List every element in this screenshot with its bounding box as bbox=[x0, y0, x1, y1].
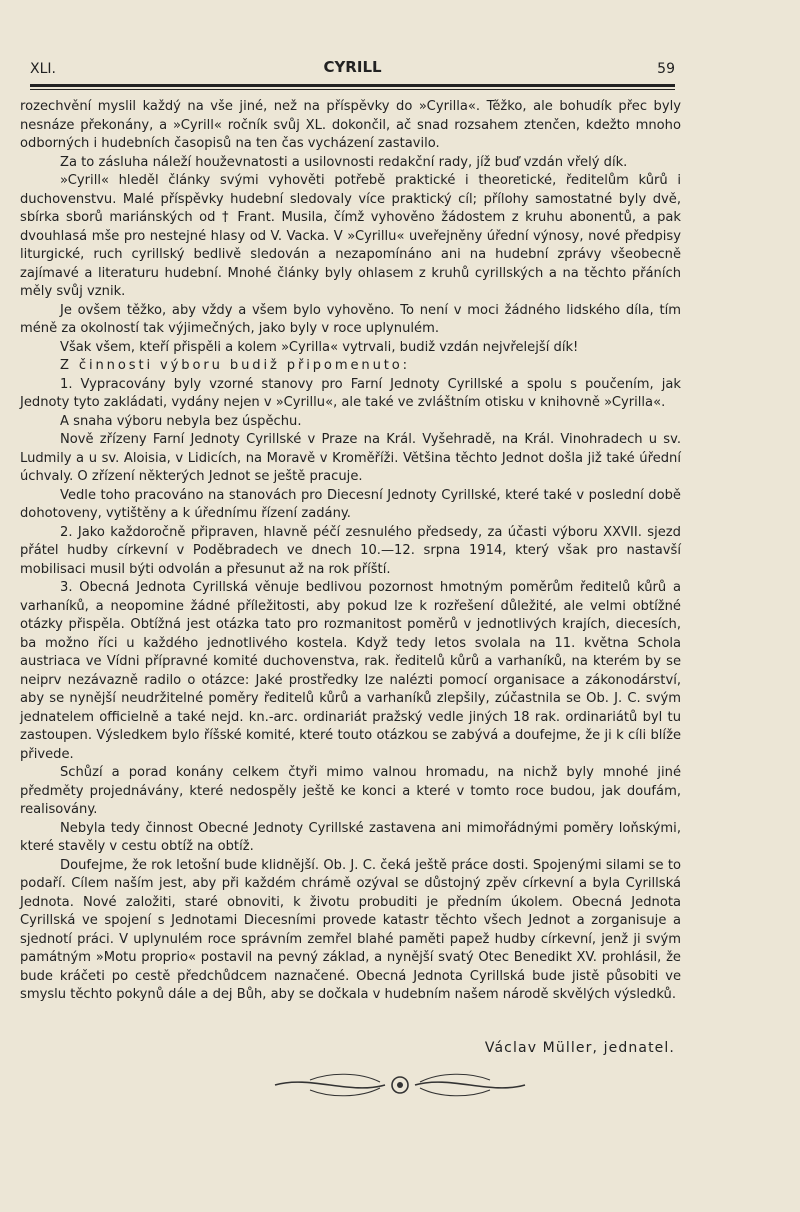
paragraph: Nebyla tedy činnost Obecné Jednoty Cyrillské zastavena ani mimořádnými poměry loňskými, které stavěly v cestu obtíž na obtíž. bbox=[20, 820, 681, 854]
paragraph: rozechvění myslil každý na vše jiné, než na příspěvky do »Cyrilla«. Těžko, ale bohudík přec byly nesnáze překonány, a »Cyrill« ročník svůj XL. dokončil, ač snad rozsahem ztenčen, kdežto mnoho odborných i hudebních časopisů na ten čas vycházení zastavilo. bbox=[20, 99, 681, 151]
signature: Václav Müller, jednatel. bbox=[484, 1040, 675, 1056]
paragraph: Nově zřízeny Farní Jednoty Cyrillské v Praze na Král. Vyšehradě, na Král. Vinohradech u sv. Ludmily a u sv. Aloisia, v Lidicích, na Moravě v Kroměříži. Většina těchto Jednot došla již také úřední úchvaly. O zřízení některých Jednot se ještě pracuje. bbox=[20, 432, 681, 484]
paragraph: Však všem, kteří přispěli a kolem »Cyrilla« vytrvali, budiž vzdán nejvřelejší dík! bbox=[60, 339, 579, 355]
article-body bbox=[20, 98, 681, 1005]
paragraph: 2. Jako každoročně připraven, hlavně péčí zesnulého předsedy, za účasti výboru XXVII. sjezd přátel hudby církevní v Poděbradech ve dnech 10.—12. srpna 1914, který však pro nastavší mobilisaci musil býti odvolán a přesunut až na rok příští. bbox=[20, 524, 681, 577]
paragraph: Za to zásluha náleží houževnatosti a usilovnosti redakční rady, jíž buď vzdán vřelý dík. bbox=[60, 154, 628, 170]
paragraph: Doufejme, že rok letošní bude klidnější. Ob. J. C. čeká ještě práce dosti. Spojenými silami se to podaří. Cílem naším jest, aby při každém chrámě ozýval se důstojný zpěv církevní a byla Cyrillská Jednota. Nové založiti, staré obnoviti, k životu probuditi je předním úkolem. Obecná Jednota Cyrillská ve spojení s Jednotami Diecesními provede katastr těchto všech Jednot a zorganisuje a sjednotí práci. V uplynulém roce správním zemřel blahé paměti papež hudby církevní, jenž ji svým památným »Motu proprio« postavil na pevný základ, a nynější svatý Otec Benedikt XV. prohlásil, že bude kráčeti po cestě předchůdcem naznačené. Obecná Jednota Cyrillská bude jistě působiti ve smyslu těchto pokynů dále a dej Bůh, aby se dočkala v hudebním našem národě skvělých výsledků. bbox=[20, 857, 681, 1002]
running-header bbox=[30, 58, 675, 80]
page-number: 59 bbox=[657, 61, 675, 77]
header-rule bbox=[30, 84, 675, 87]
paragraph: Vedle toho pracováno na stanovách pro Diecesní Jednoty Cyrillské, které také v poslední době dohotoveny, vytištěny a k úřednímu řízení zadány. bbox=[20, 487, 681, 521]
paragraph: A snaha výboru nebyla bez úspěchu. bbox=[60, 413, 302, 429]
paragraph: 3. Obecná Jednota Cyrillská věnuje bedlivou pozornost hmotným poměrům ředitelů kůrů a varhaníků, a neopomine žádné příležitosti, aby pokud lze k rozřešení důležité, ale velmi obtížné otázky přispěla. Obtížná jest otázka tato pro rozmanitost poměrů v jednotlivých krajích, diecesích, ba možno říci u každého jednotlivého kostela. Když tedy letos svolala na 11. května Schola austriaca ve Vídni přípravné komité duchovenstva, rak. ředitelů kůrů a varhaníků, na kterém by se neiprv nezávazně radilo o otázce: Jaké prostředky lze nalézti pomocí organisace a zákonodárství, aby se nynější neudržitelné poměry ředitelů kůrů a varhaníků zlepšily, zúčastnila se Ob. J. C. svým jednatelem officielně a také nejd. kn.-arc. ordinariát pražský vedle jiných 18 rak. ordinariátů byl tu zastoupen. Výsledkem bylo říšské komité, které touto otázkou se zabývá a doufejme, že ji k cíli blíže přivede. bbox=[20, 580, 681, 762]
paragraph: Schůzí a porad konány celkem čtyři mimo valnou hromadu, na nichž byly mnohé jiné předměty projednávány, které nedospěly ještě ke konci a které v tomto roce budou, jak doufám, realisovány. bbox=[20, 765, 681, 817]
decorative-flourish-icon bbox=[270, 1070, 530, 1100]
header-rule-thin bbox=[30, 89, 675, 90]
journal-title: CYRILL bbox=[323, 58, 382, 76]
paragraph: Je ovšem těžko, aby vždy a všem bylo vyhověno. To není v moci žádného lidského díla, tím méně za okolností tak výjimečných, jako byly v roce uplynulém. bbox=[20, 302, 681, 336]
paragraph: 1. Vypracovány byly vzorné stanovy pro Farní Jednoty Cyrillské a spolu s poučením, jak Jednoty tyto zakládati, vydány nejen v »Cyrillu«, ale také ve zvláštním otisku v knihovně »Cyrilla«. bbox=[20, 376, 681, 410]
volume-number: XLI. bbox=[30, 61, 56, 77]
paragraph: »Cyrill« hleděl články svými vyhověti potřebě praktické i theoretické, ředitelům kůrů i duchovenstvu. Malé příspěvky hudební sledovaly více praktický cíl; přílohy samostatné byly dvě, sbírka sborů mariánských od † Frant. Musila, čímž vyhověno žádostem z kruhu abonentů, a pak dvouhlasá mše pro nestejné hlasy od V. Vacka. V »Cyrillu« uveřejněny úřední výnosy, nové předpisy liturgické, ruch cyrillský bedlivě sledován a nezapomínáno ani na hudební zprávy všeobecně zajímavé a literaturu hudební. Mnohé články byly ohlasem z kruhů cyrillských a na těchto přáních měly svůj vznik. bbox=[20, 173, 681, 299]
section-heading: Z činnosti výboru budiž připomenuto: bbox=[60, 358, 410, 373]
